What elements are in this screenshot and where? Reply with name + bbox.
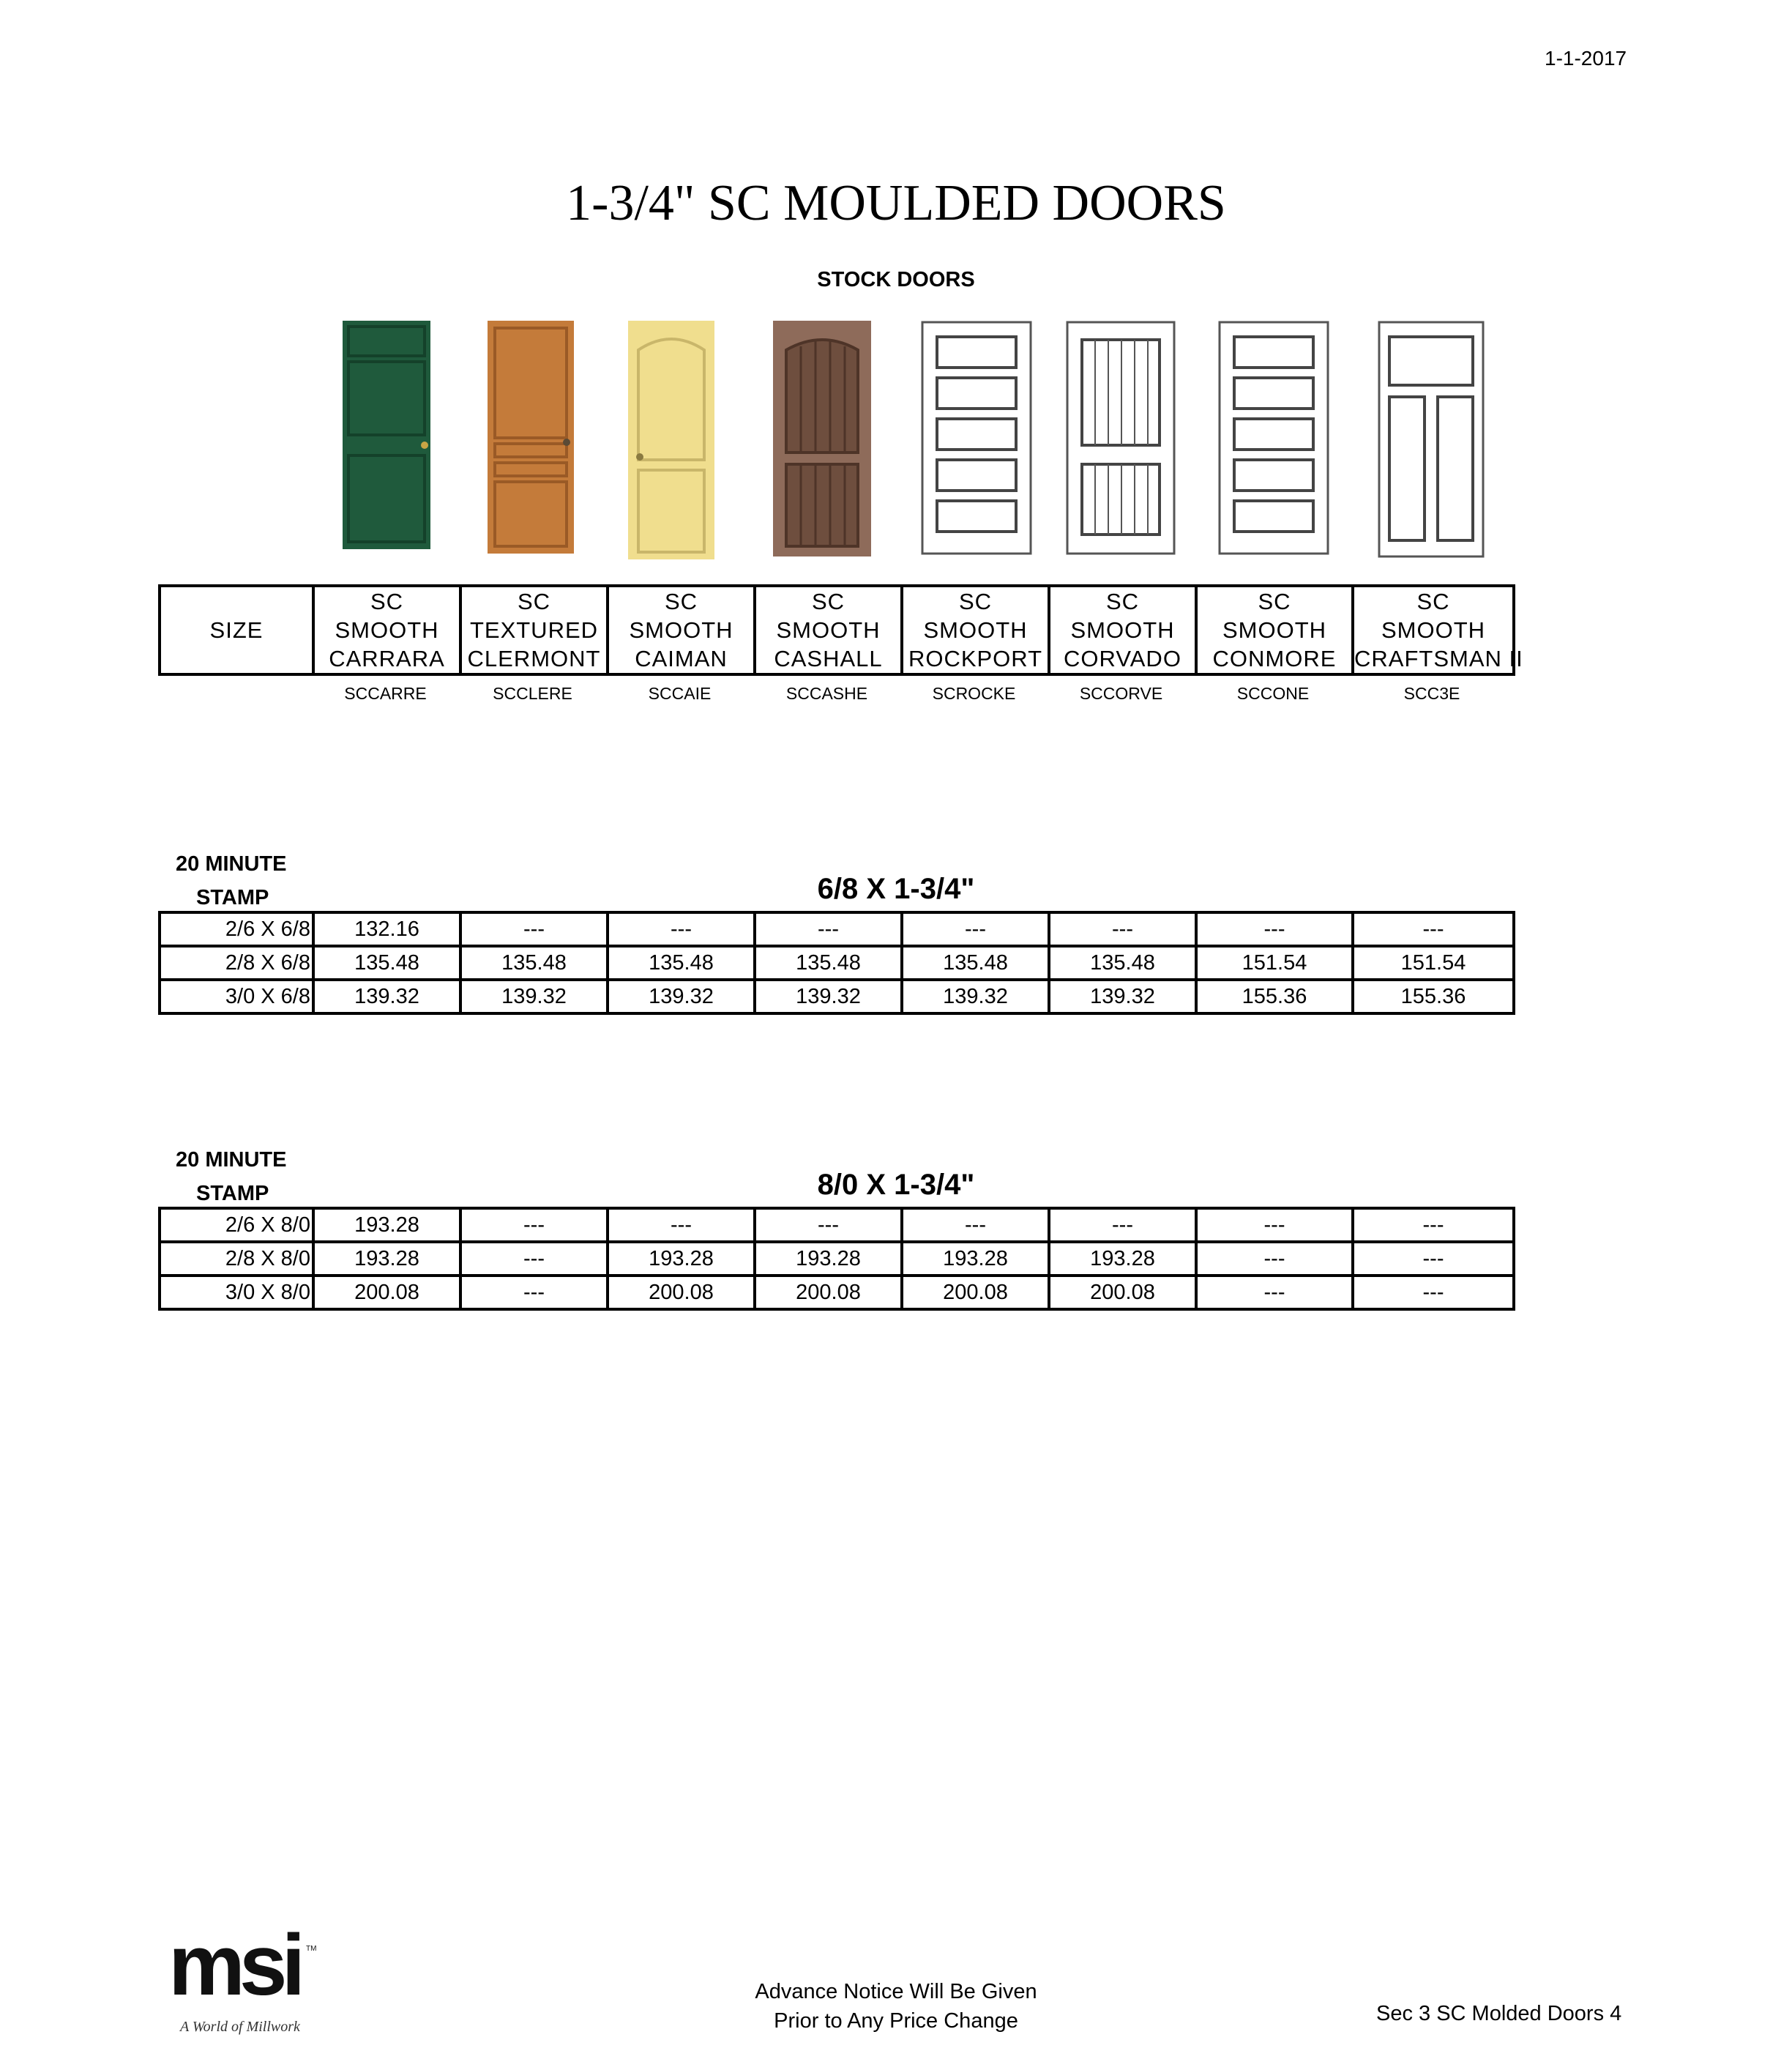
col-header-craftsman: SC SMOOTH CRAFTSMAN II xyxy=(1353,586,1514,674)
price-table-80 xyxy=(158,1207,1515,1311)
date: 1-1-2017 xyxy=(1545,47,1627,70)
size-header: SIZE xyxy=(160,586,313,674)
table-row: 3/0 X 8/0 200.08 --- 200.08 200.08 200.08 200.08 --- --- xyxy=(160,1276,1514,1309)
code-carrara: SCCARRE xyxy=(344,684,427,703)
table-row: 2/6 X 8/0 193.28 --- --- --- --- --- --- --- xyxy=(160,1208,1514,1242)
code-conmore: SCCONE xyxy=(1236,684,1310,703)
table-row: 2/8 X 6/8 135.48 135.48 135.48 135.48 135.48 135.48 151.54 151.54 xyxy=(160,946,1514,980)
col-header-clermont: SC TEXTURED CLERMONT xyxy=(460,586,608,674)
stamp-label-2b: STAMP xyxy=(196,1182,269,1205)
svg-text:TM: TM xyxy=(306,1945,317,1953)
door-image-caiman xyxy=(628,321,714,559)
stamp-label-2a: 20 MINUTE xyxy=(176,1148,287,1172)
product-codes xyxy=(158,684,1512,704)
col-header-rockport: SC SMOOTH ROCKPORT xyxy=(902,586,1049,674)
footer-notice-line2: Prior to Any Price Change xyxy=(774,2009,1018,2033)
col-header-carrara: SC SMOOTH CARRARA xyxy=(313,586,460,674)
door-image-rockport xyxy=(921,321,1032,555)
col-header-conmore: SC SMOOTH CONMORE xyxy=(1196,586,1353,674)
svg-text:msi: msi xyxy=(168,1917,300,2014)
code-clermont: SCCLERE xyxy=(493,684,572,703)
code-caiman: SCCAIE xyxy=(648,684,712,703)
door-image-craftsman xyxy=(1378,321,1485,558)
door-image-conmore xyxy=(1218,321,1329,555)
header-table xyxy=(158,584,1523,676)
col-header-cashall: SC SMOOTH CASHALL xyxy=(755,586,902,674)
section-title-80: 8/0 X 1-3/4" xyxy=(817,1169,975,1201)
table-row: 2/8 X 8/0 193.28 --- 193.28 193.28 193.28 193.28 --- --- xyxy=(160,1242,1514,1276)
svg-text:A World of Millwork: A World of Millwork xyxy=(180,2019,300,2035)
code-rockport: SCROCKE xyxy=(932,684,1016,703)
subtitle: STOCK DOORS xyxy=(817,268,975,291)
page-title: 1-3/4" SC MOULDED DOORS xyxy=(566,175,1226,231)
door-image-clermont xyxy=(488,321,574,554)
table-row: 3/0 X 6/8 139.32 139.32 139.32 139.32 139.32 139.32 155.36 155.36 xyxy=(160,980,1514,1013)
footer-notice-line1: Advance Notice Will Be Given xyxy=(755,1980,1037,2003)
door-image-corvado xyxy=(1066,321,1176,555)
stamp-label-1b: STAMP xyxy=(196,886,269,909)
code-craftsman: SCC3E xyxy=(1403,684,1460,703)
table-row: 2/6 X 6/8 132.16 --- --- --- --- --- --- --- xyxy=(160,912,1514,946)
door-image-carrara xyxy=(343,321,430,549)
footer-section-label: Sec 3 SC Molded Doors 4 xyxy=(1376,2002,1622,2025)
stamp-label-1a: 20 MINUTE xyxy=(176,852,287,876)
price-table-68 xyxy=(158,911,1515,1015)
col-header-corvado: SC SMOOTH CORVADO xyxy=(1049,586,1196,674)
code-cashall: SCCASHE xyxy=(785,684,868,703)
code-corvado: SCCORVE xyxy=(1079,684,1163,703)
col-header-caiman: SC SMOOTH CAIMAN xyxy=(608,586,755,674)
section-title-68: 6/8 X 1-3/4" xyxy=(817,873,975,905)
door-image-cashall xyxy=(773,321,871,556)
